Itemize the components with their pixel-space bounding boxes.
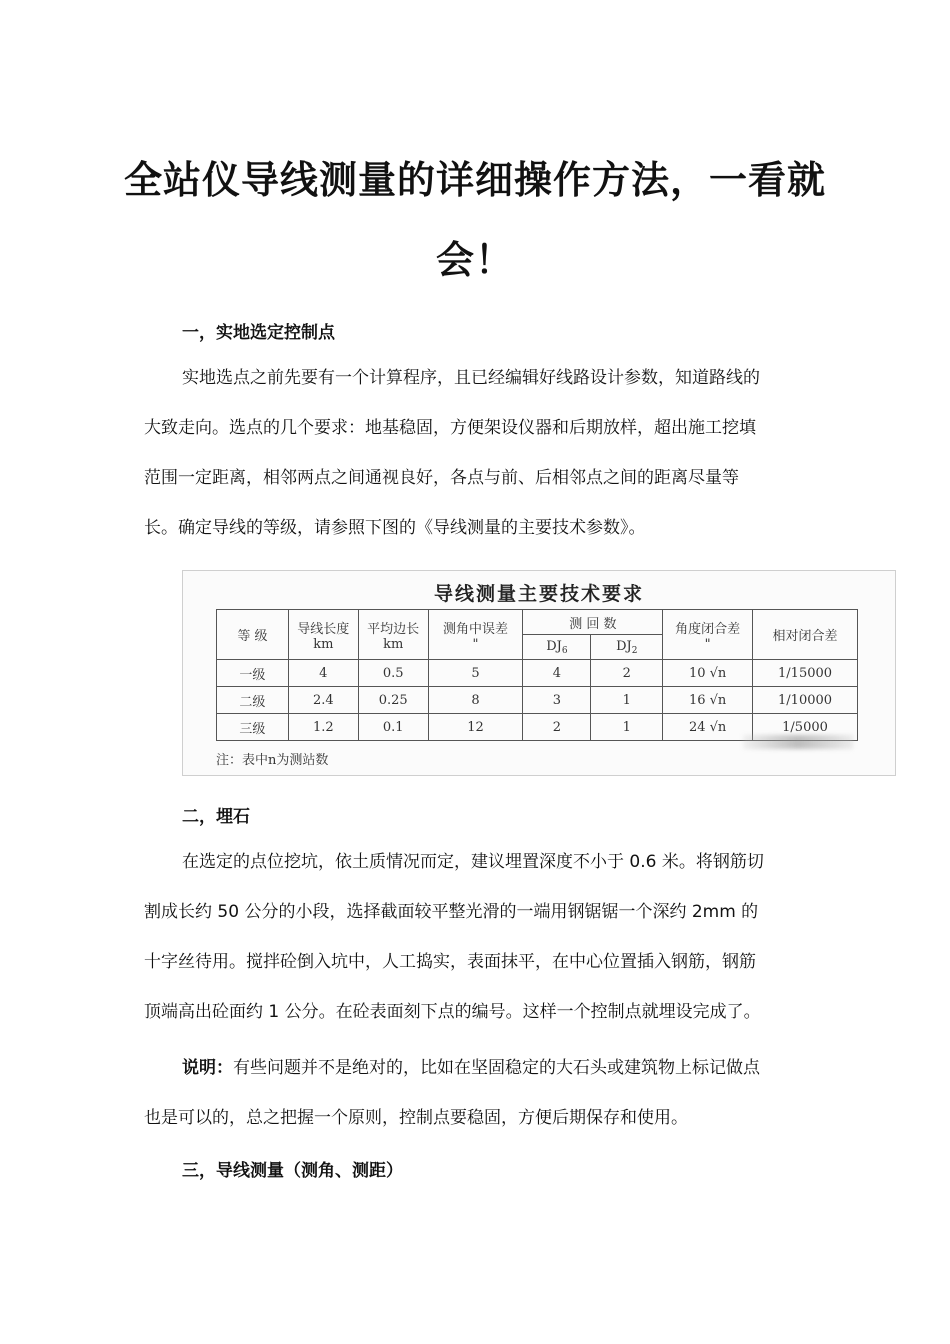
section-heading-1: 一，实地选定控制点 bbox=[182, 323, 335, 343]
note-line bbox=[144, 1043, 824, 1093]
paragraph-line: 大致走向。选点的几个要求：地基稳固，方便架设仪器和后期放样，超出施工挖填 bbox=[144, 418, 756, 438]
header-avg-side bbox=[358, 610, 428, 660]
cell-dj6: 3 bbox=[523, 687, 591, 714]
cell-dj2: 1 bbox=[591, 714, 663, 741]
paragraph-line: 长。确定导线的等级，请参照下图的《导线测量的主要技术参数》。 bbox=[144, 518, 646, 538]
cell-angle-error: 5 bbox=[428, 660, 523, 687]
header-dj6: $DJ_6$ bbox=[523, 635, 591, 660]
spec-table bbox=[216, 609, 858, 741]
note-label: 说明： bbox=[182, 1058, 233, 1078]
cell-avg-side: 0.1 bbox=[358, 714, 428, 741]
cell-dj2: 2 bbox=[591, 660, 663, 687]
table-row bbox=[217, 687, 858, 714]
document-title bbox=[120, 140, 830, 300]
paragraph-line: 在选定的点位挖坑，依土质情况而定，建议埋置深度不小于 0.6 米。将钢筋切 bbox=[182, 852, 764, 872]
header-length-label: 导线长度 bbox=[297, 621, 350, 637]
header-angle-error bbox=[428, 610, 523, 660]
header-dj2: $DJ_2$ bbox=[591, 635, 663, 660]
spec-table-image bbox=[182, 570, 896, 776]
cell-dj6: 2 bbox=[523, 714, 591, 741]
cell-closure: 16 √n bbox=[663, 687, 753, 714]
cell-angle-error: 12 bbox=[428, 714, 523, 741]
watermark-blur bbox=[743, 735, 853, 749]
cell-length: 4 bbox=[288, 660, 358, 687]
section-heading-2: 二，埋石 bbox=[182, 807, 250, 827]
header-closure-label: 角度闭合差 bbox=[675, 621, 741, 637]
cell-dj2: 1 bbox=[591, 687, 663, 714]
note-paragraph bbox=[144, 1043, 824, 1143]
cell-closure: 10 √n bbox=[663, 660, 753, 687]
cell-avg-side: 0.25 bbox=[358, 687, 428, 714]
header-grade: 等 级 bbox=[217, 610, 289, 660]
cell-relative: 1/5000 bbox=[753, 714, 858, 741]
header-avg-side-label: 平均边长 bbox=[367, 621, 420, 637]
cell-length: 1.2 bbox=[288, 714, 358, 741]
section-2-paragraph bbox=[144, 837, 824, 1037]
table-caption: 导线测量主要技术要求 bbox=[433, 583, 644, 605]
header-relative: 相对闭合差 bbox=[753, 610, 858, 660]
header-closure bbox=[663, 610, 753, 660]
header-angle-error-label: 测角中误差 bbox=[443, 621, 509, 637]
section-1-paragraph bbox=[144, 353, 824, 553]
header-angle-error-unit: " bbox=[472, 636, 479, 652]
paragraph-line: 割成长约 50 公分的小段，选择截面较平整光滑的一端用钢锯锯一个深约 2mm 的 bbox=[144, 902, 759, 922]
paragraph-line: 顶端高出砼面约 1 公分。在砼表面刻下点的编号。这样一个控制点就埋设完成了。 bbox=[144, 1002, 761, 1022]
table-footnote: 注：表中n为测站数 bbox=[216, 753, 329, 768]
cell-angle-error: 8 bbox=[428, 687, 523, 714]
header-length-unit: km bbox=[313, 636, 334, 652]
table-row bbox=[217, 660, 858, 687]
header-rounds: 测 回 数 bbox=[523, 610, 663, 635]
cell-grade: 三级 bbox=[217, 714, 289, 741]
title-line-2: 会！ bbox=[435, 238, 514, 282]
paragraph-line: 范围一定距离，相邻两点之间通视良好，各点与前、后相邻点之间的距离尽量等 bbox=[144, 468, 739, 488]
paragraph-line: 十字丝待用。搅拌砼倒入坑中，人工捣实，表面抹平，在中心位置插入钢筋，钢筋 bbox=[144, 952, 756, 972]
cell-grade: 一级 bbox=[217, 660, 289, 687]
cell-dj6: 4 bbox=[523, 660, 591, 687]
cell-relative: 1/15000 bbox=[753, 660, 858, 687]
cell-grade: 二级 bbox=[217, 687, 289, 714]
header-length bbox=[288, 610, 358, 660]
cell-length: 2.4 bbox=[288, 687, 358, 714]
note-line: 也是可以的，总之把握一个原则，控制点要稳固，方便后期保存和使用。 bbox=[144, 1108, 688, 1128]
cell-closure: 24 √n bbox=[663, 714, 753, 741]
header-avg-side-unit: km bbox=[383, 636, 404, 652]
note-text: 有些问题并不是绝对的，比如在坚固稳定的大石头或建筑物上标记做点 bbox=[233, 1058, 760, 1078]
cell-avg-side: 0.5 bbox=[358, 660, 428, 687]
header-closure-unit: " bbox=[704, 636, 711, 652]
paragraph-line: 实地选点之前先要有一个计算程序，且已经编辑好线路设计参数，知道路线的 bbox=[182, 368, 760, 388]
cell-relative: 1/10000 bbox=[753, 687, 858, 714]
section-heading-3: 三，导线测量（测角、测距） bbox=[182, 1161, 403, 1181]
title-line-1: 全站仪导线测量的详细操作方法，一看就 bbox=[123, 158, 826, 202]
